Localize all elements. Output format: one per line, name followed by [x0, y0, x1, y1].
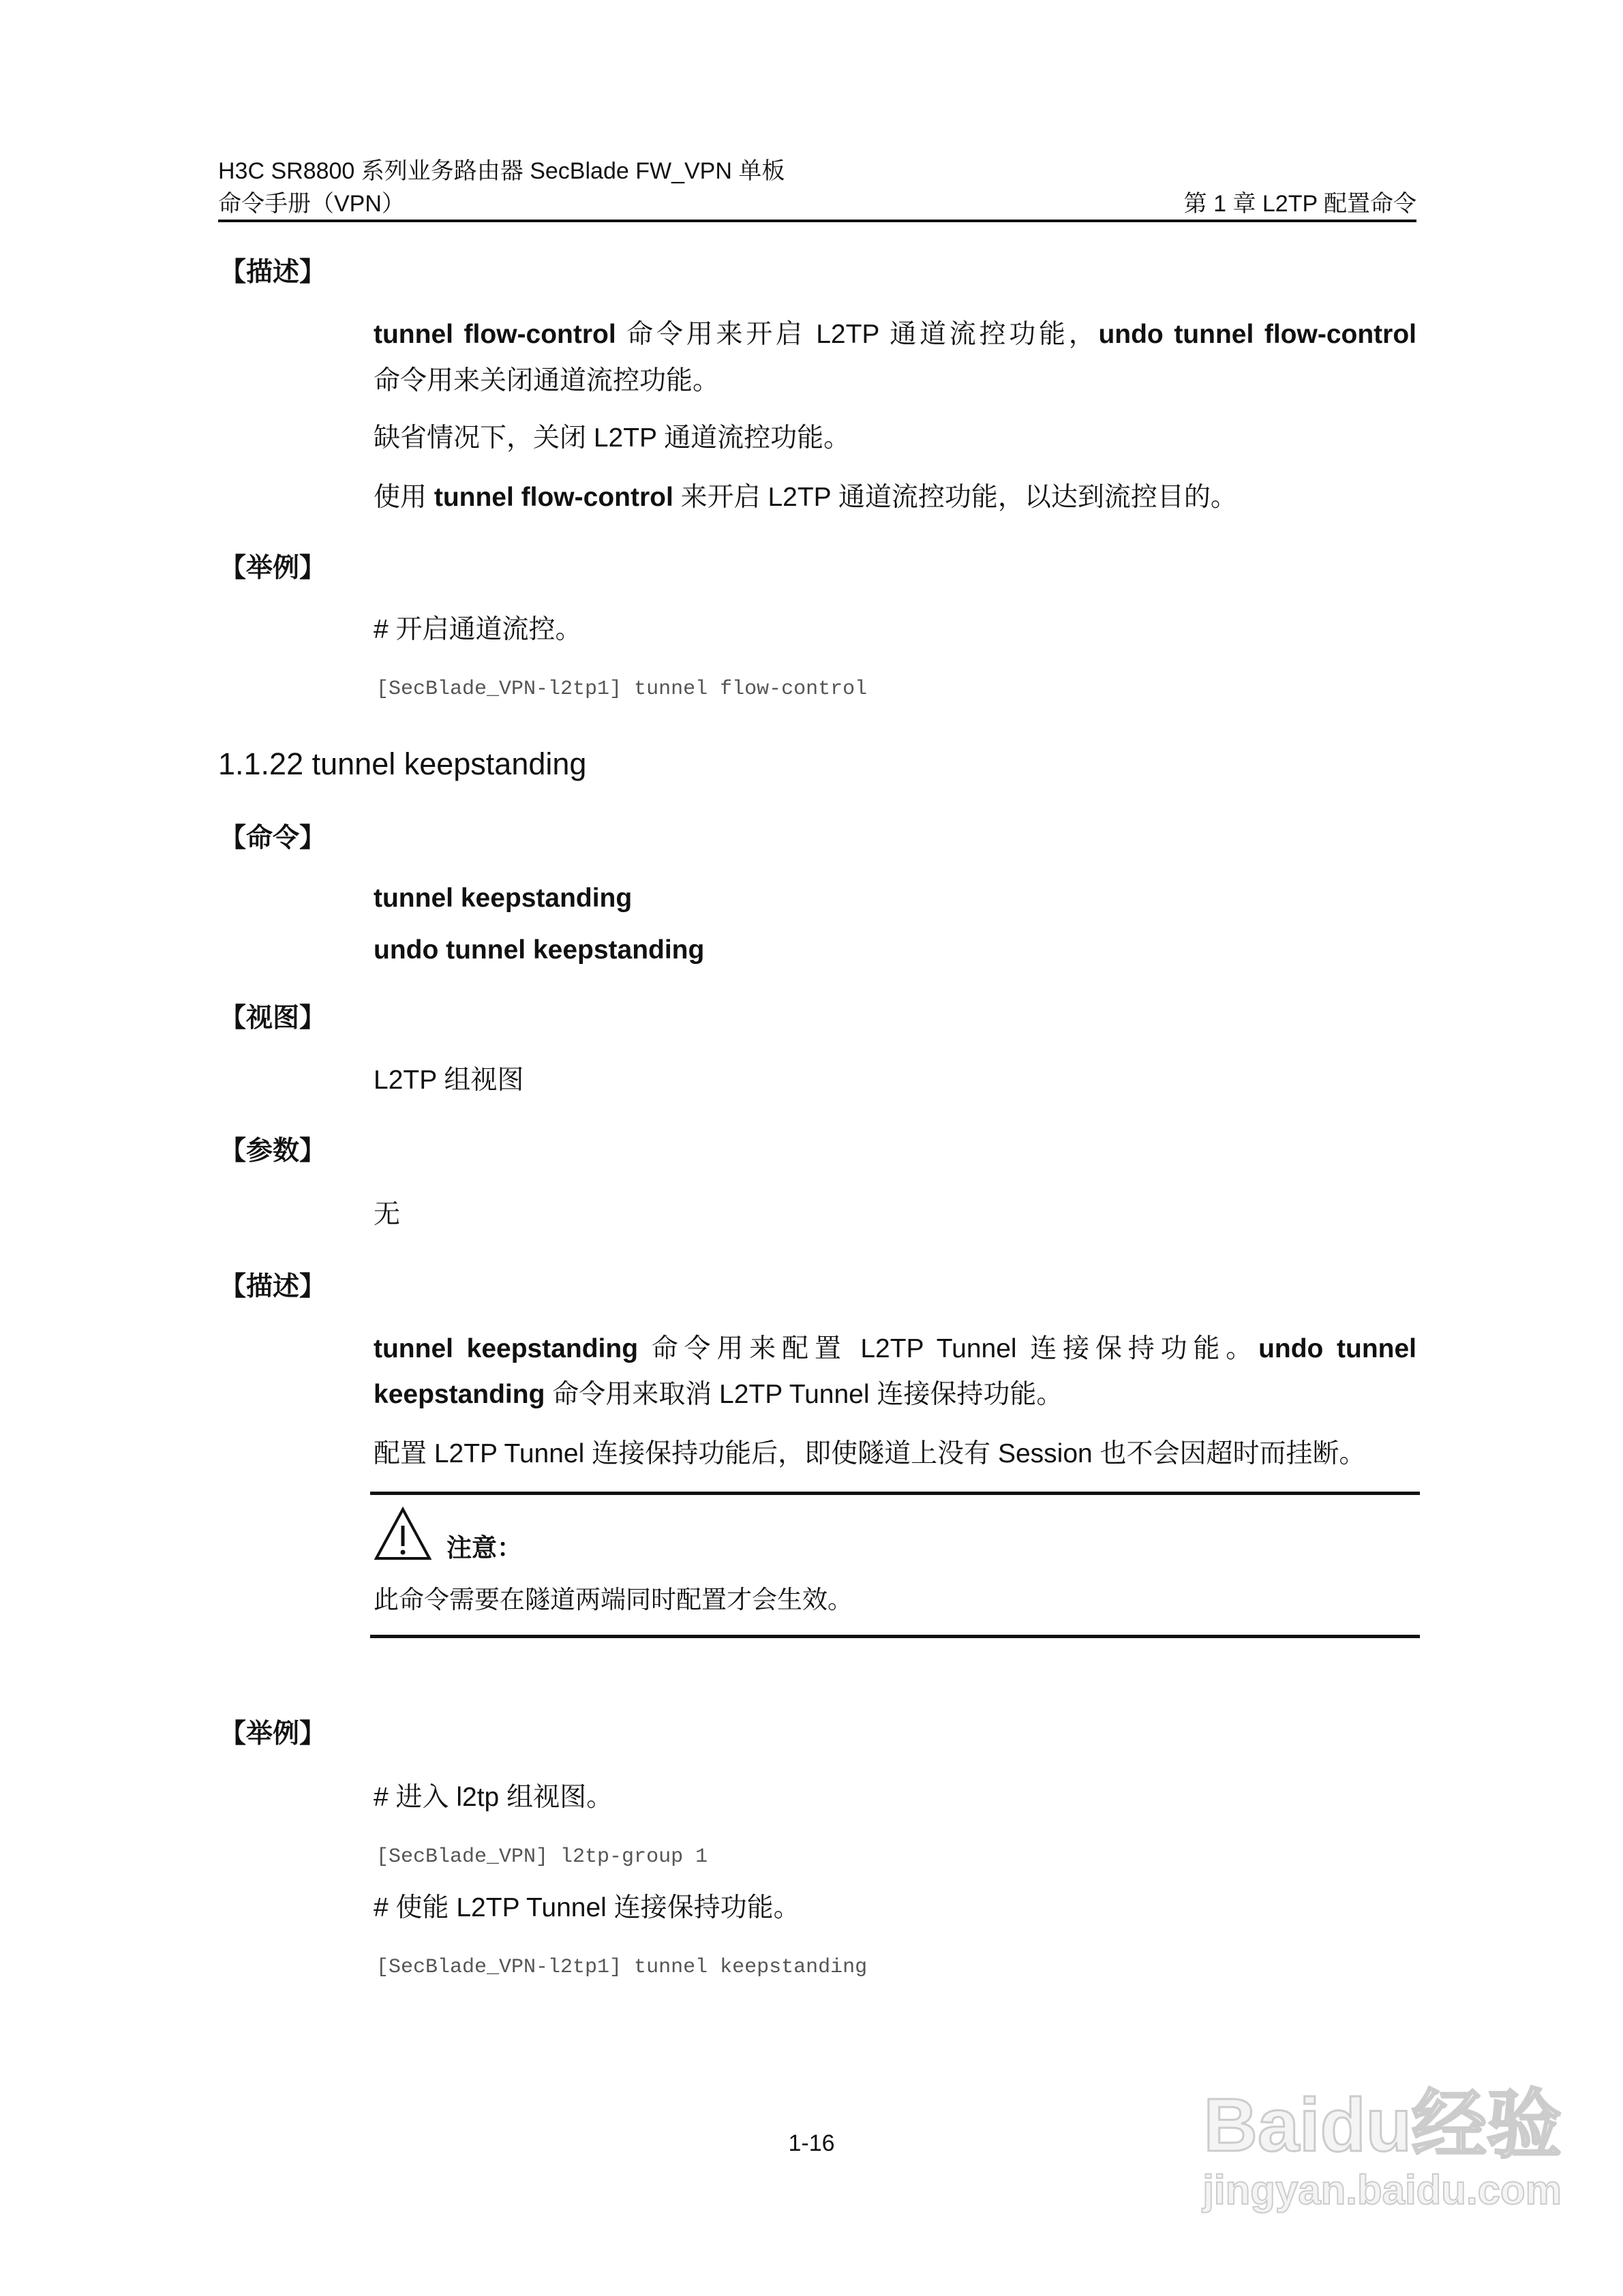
command-name: keepstanding [374, 1380, 545, 1409]
text: 命令用来配置 L2TP Tunnel 连接保持功能。 [638, 1334, 1259, 1363]
description-detail: 配置 L2TP Tunnel 连接保持功能后，即使隧道上没有 Session 也不会因超时而挂断。 [374, 1439, 1366, 1468]
page-number: 1-16 [788, 2130, 835, 2156]
caution-top-rule [370, 1492, 1420, 1495]
command-name: undo tunnel [1258, 1334, 1416, 1363]
description-line [374, 314, 1416, 355]
code-line: [SecBlade_VPN-l2tp1] tunnel keepstanding [376, 1956, 868, 1979]
description-line [374, 1329, 1416, 1370]
example-comment: # 开启通道流控。 [374, 615, 582, 644]
baidu-watermark [1202, 2085, 1562, 2214]
section-label-example: 【举例】 [219, 1719, 327, 1749]
text: 命令用来开启 L2TP 通道流控功能， [616, 320, 1099, 349]
command-syntax-undo: undo tunnel keepstanding [374, 935, 705, 965]
description-default: 缺省情况下，关闭 L2TP 通道流控功能。 [374, 423, 851, 453]
example-comment: # 进入 l2tp 组视图。 [374, 1783, 613, 1812]
warning-icon [374, 1507, 432, 1561]
description-usage [374, 477, 1237, 518]
text: 使用 [374, 483, 434, 512]
command-syntax: tunnel keepstanding [374, 883, 633, 913]
command-name: tunnel flow-control [374, 320, 616, 349]
caution-label: 注意： [446, 1534, 522, 1562]
code-line: [SecBlade_VPN] l2tp-group 1 [376, 1845, 708, 1869]
doc-subtitle: 命令手册（VPN） [218, 191, 405, 217]
section-label-command: 【命令】 [219, 824, 327, 853]
command-name: tunnel keepstanding [374, 1334, 639, 1363]
command-name: tunnel flow-control [434, 483, 673, 512]
section-heading: 1.1.22 tunnel keepstanding [218, 746, 587, 781]
header-rule [218, 220, 1416, 222]
view-value: L2TP 组视图 [374, 1066, 524, 1095]
watermark-url: jingyan.baidu.com [1202, 2167, 1562, 2213]
doc-title: H3C SR8800 系列业务路由器 SecBlade FW_VPN 单板 [218, 158, 785, 184]
watermark-brand: Baidu经验 [1203, 2083, 1562, 2167]
section-label-example: 【举例】 [219, 554, 327, 583]
description-line: 命令用来关闭通道流控功能。 [374, 366, 720, 395]
code-line: [SecBlade_VPN-l2tp1] tunnel flow-control [376, 678, 868, 701]
text: 来开启 L2TP 通道流控功能，以达到流控目的。 [673, 483, 1237, 512]
caution-bottom-rule [370, 1635, 1420, 1638]
chapter-title: 第 1 章 L2TP 配置命令 [1183, 191, 1416, 217]
section-label-parameters: 【参数】 [219, 1136, 327, 1166]
section-label-description: 【描述】 [219, 1272, 327, 1301]
command-name: undo tunnel flow-control [1098, 320, 1416, 349]
parameters-value: 无 [374, 1200, 401, 1229]
section-label-description: 【描述】 [219, 258, 327, 287]
section-label-view: 【视图】 [219, 1003, 327, 1033]
caution-text: 此命令需要在隧道两端同时配置才会生效。 [374, 1585, 853, 1614]
text: 命令用来取消 L2TP Tunnel 连接保持功能。 [545, 1380, 1063, 1409]
description-line [374, 1374, 1063, 1415]
example-comment: # 使能 L2TP Tunnel 连接保持功能。 [374, 1893, 800, 1922]
